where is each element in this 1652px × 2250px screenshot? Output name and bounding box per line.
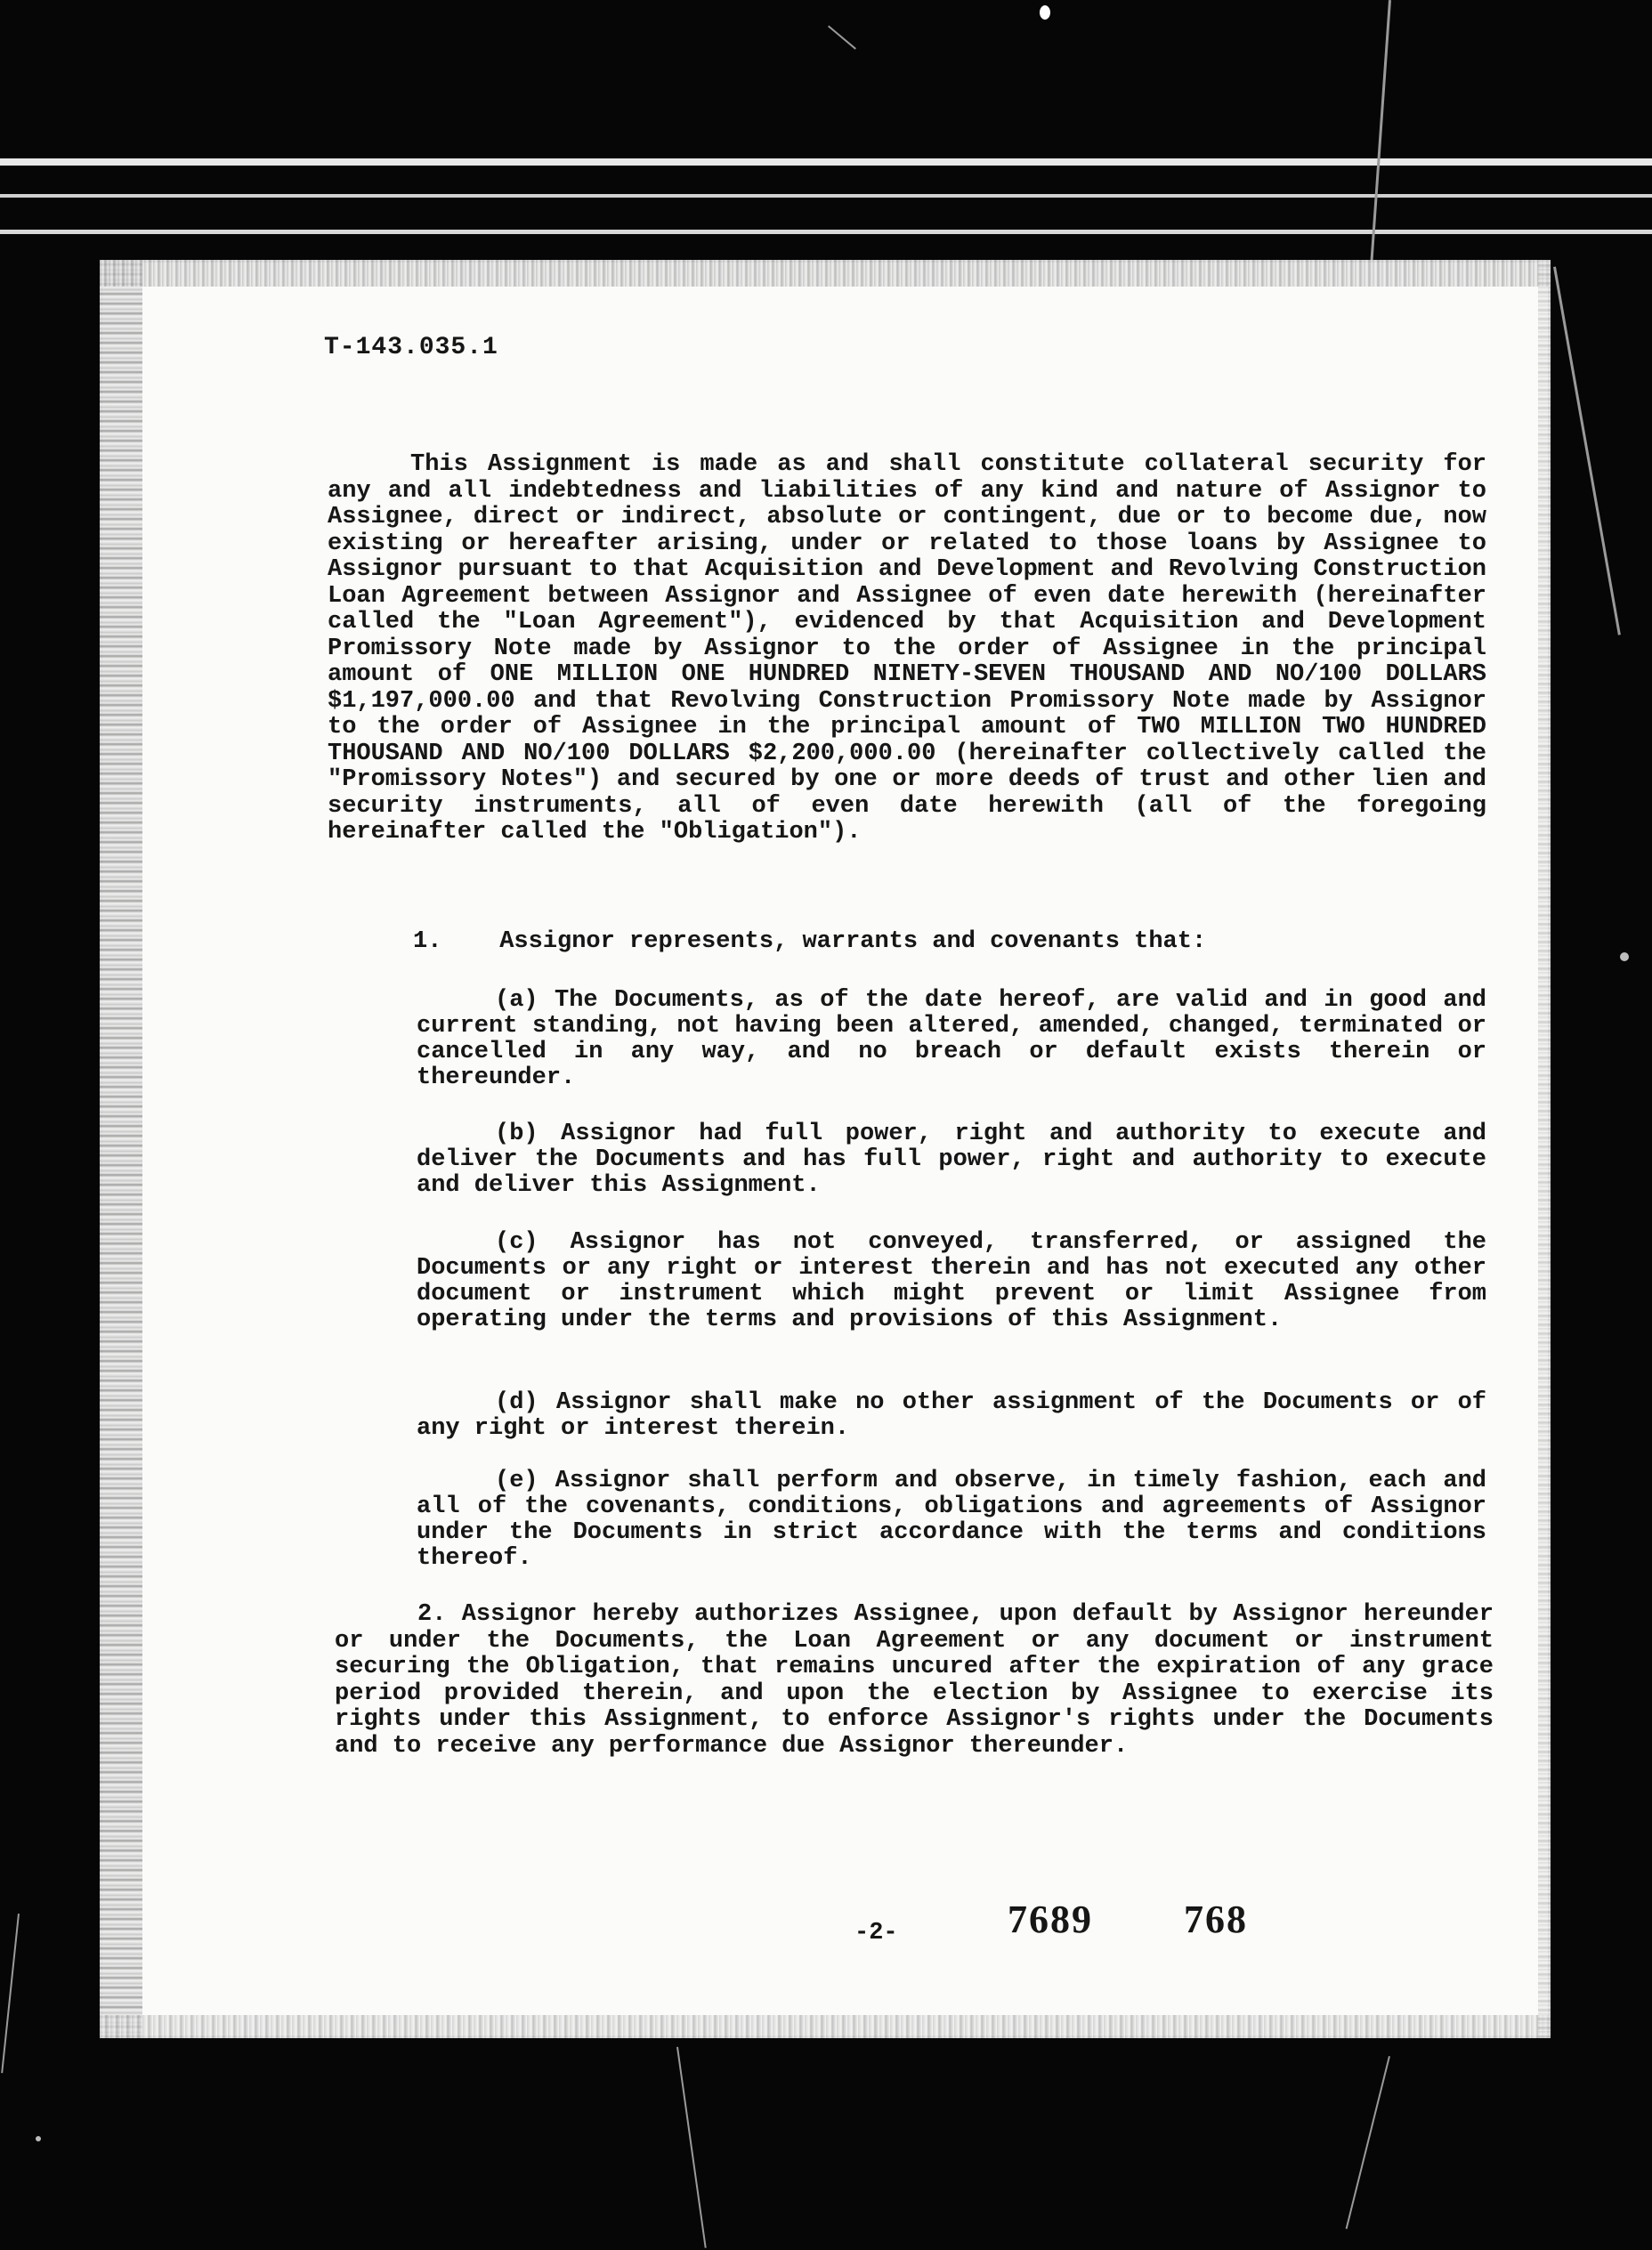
scan-scratch [1370, 0, 1391, 266]
clause-1a: (a) The Documents, as of the date hereof, are valid and in good and current standing, not having been altered, amended, changed, terminated or cancelled in any way, and no breach or default exists therein or thereunder. [417, 987, 1486, 1091]
clause-1b: (b) Assignor had full power, right and authority to execute and deliver the Documents and has full power, right and authority to execute and deliver this Assignment. [417, 1121, 1486, 1199]
scan-scratch [1553, 266, 1621, 635]
scan-streak [0, 158, 1652, 166]
page-number: -2- [854, 1920, 898, 1946]
scan-edge [1538, 260, 1551, 2038]
clause-1d: (d) Assignor shall make no other assignment of the Documents or of any right or interest therein. [417, 1389, 1486, 1442]
clause-1e: (e) Assignor shall perform and observe, in timely fashion, each and all of the covenants, conditions, obligations and agreements of Assignor under the Documents in strict accordance with the terms and conditions thereof. [417, 1468, 1486, 1572]
clause-1c: (c) Assignor has not conveyed, transferred, or assigned the Documents or any right or interest therein and has not executed any other document or instrument which might prevent or limit Assignee from operating under the terms and provisions of this Assignment. [417, 1229, 1486, 1333]
scan-speck [1620, 952, 1629, 961]
scan-edge [100, 2015, 1551, 2038]
clause-1-heading: 1. Assignor represents, warrants and covenants that: [413, 928, 1207, 955]
scan-edge [100, 260, 142, 2038]
scan-scratch [828, 25, 856, 49]
scan-scratch [1346, 2056, 1390, 2230]
scan-streak [0, 194, 1652, 198]
scan-speck [36, 2136, 41, 2141]
clause-2: 2. Assignor hereby authorizes Assignee, upon default by Assignor hereunder or under the Documents, the Loan Agreement or any document or instrument securing the Obligation, that remains uncured after the expiration of any grace period provided therein, and upon the election by Assignee to exercise its rights under this Assignment, to enforce Assignor's rights under the Documents and to receive any performance due Assignor thereunder. [335, 1601, 1494, 1760]
scan-scratch [1, 1914, 20, 2073]
recording-page-number: 768 [1184, 1898, 1248, 1941]
scan-scratch [676, 2047, 707, 2248]
document-reference-code: T-143.035.1 [324, 334, 498, 361]
scan-speck [1040, 5, 1050, 20]
recording-book-number: 7689 [1008, 1898, 1093, 1941]
scan-streak [0, 230, 1652, 234]
intro-paragraph: This Assignment is made as and shall constitute collateral security for any and all indebtedness and liabilities of any kind and nature of Assignor to Assignee, direct or indirect, absolute or contingent, due or to become due, now existing or hereafter arising, under or related to those loans by Assignee to Assignor pursuant to that Acquisition and Development and Revolving Construction Loan Agreement between Assignor and Assignee of even date herewith (hereinafter called the "Loan Agreement"), evidenced by that Acquisition and Development Promissory Note made by Assignor to the order of Assignee in the principal amount of ONE MILLION ONE HUNDRED NINETY-SEVEN THOUSAND AND NO/100 DOLLARS $1,197,000.00 and that Revolving Construction Promissory Note made by Assignor to the order of Assignee in the principal amount of TWO MILLION TWO HUNDRED THOUSAND AND NO/100 DOLLARS $2,200,000.00 (hereinafter collectively called the "Promissory Notes") and secured by one or more deeds of trust and other lien and security instruments, all of even date herewith (all of the foregoing hereinafter called the "Obligation"). [328, 451, 1486, 846]
scan-edge [100, 260, 1551, 287]
document-page [100, 260, 1551, 2038]
